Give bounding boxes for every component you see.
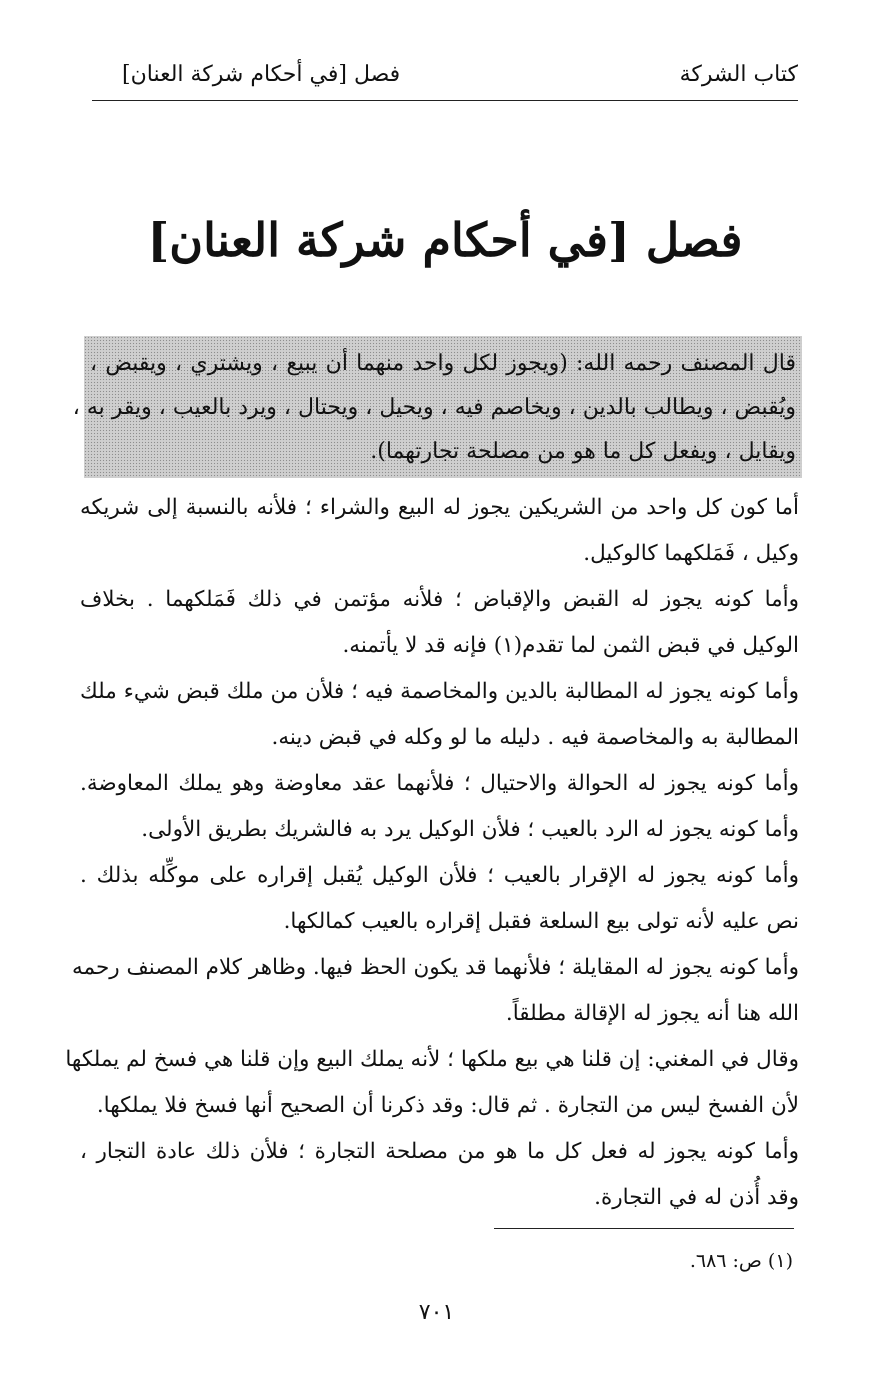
body-line: وقال في المغني: إن قلنا هي بيع ملكها ؛ لأنه يملك البيع وإن قلنا هي فسخ لم يملكها [65, 1047, 799, 1072]
body-line: وأما كونه يجوز له القبض والإقباض ؛ فلأنه مؤتمن في ذلك فَمَلكهما . بخلاف [80, 587, 799, 612]
body-line: وأما كونه يجوز له الإقرار بالعيب ؛ فلأن الوكيل يُقبل إقراره على موكِّله بذلك . [80, 863, 799, 888]
body-line: وأما كونه يجوز له الحوالة والاحتيال ؛ فلأنهما عقد معاوضة وهو يملك المعاوضة. [80, 771, 799, 796]
body-line: وأما كونه يجوز له الرد بالعيب ؛ فلأن الوكيل يرد به فالشريك بطريق الأولى. [141, 817, 799, 842]
section-title: فصل [في أحكام شركة العنان] [122, 62, 401, 87]
chapter-title: فصل [في أحكام شركة العنان] [147, 213, 743, 267]
body-line: نص عليه لأنه تولى بيع السلعة فقبل إقراره بالعيب كمالكها. [283, 909, 799, 934]
running-header [92, 58, 798, 98]
page-number: ٧٠١ [418, 1300, 455, 1325]
body-line: أما كون كل واحد من الشريكين يجوز له البيع والشراء ؛ فلأنه بالنسبة إلى شريكه [80, 495, 799, 520]
body-line: وأما كونه يجوز له المطالبة بالدين والمخاصمة فيه ؛ فلأن من ملك قبض شيء ملك [80, 679, 799, 704]
footnote: (١) ص: ٦٨٦. [689, 1250, 793, 1272]
matn-line: قال المصنف رحمه الله: (ويجوز لكل واحد منهما أن يبيع ، ويشتري ، ويقبض ، [90, 351, 796, 376]
body-line: لأن الفسخ ليس من التجارة . ثم قال: وقد ذكرنا أن الصحيح أنها فسخ فلا يملكها. [96, 1093, 799, 1118]
body-line: وقد أُذن له في التجارة. [594, 1185, 799, 1210]
matn-line: ويقايل ، ويفعل كل ما هو من مصلحة تجارتهما). [370, 439, 796, 464]
header-rule [92, 100, 798, 101]
matn-highlight-box [72, 336, 802, 478]
matn-line: ويُقبض ، ويطالب بالدين ، ويخاصم فيه ، ويحيل ، ويحتال ، ويرد بالعيب ، ويقر به ، [72, 395, 796, 420]
body-line: وأما كونه يجوز له فعل كل ما هو من مصلحة التجارة ؛ فلأن ذلك عادة التجار ، [80, 1139, 799, 1164]
body-line: وكيل ، فَمَلكهما كالوكيل. [583, 541, 799, 566]
book-title: كتاب الشركة [679, 62, 798, 87]
footnote-rule [494, 1228, 794, 1229]
body-line: المطالبة به والمخاصمة فيه . دليله ما لو وكله في قبض دينه. [271, 725, 799, 750]
body-line: الله هنا أنه يجوز له الإقالة مطلقاً. [505, 1001, 799, 1026]
body-line: الوكيل في قبض الثمن لما تقدم(١) فإنه قد لا يأتمنه. [342, 633, 799, 658]
body-line: وأما كونه يجوز له المقايلة ؛ فلأنهما قد يكون الحظ فيها. وظاهر كلام المصنف رحمه [72, 955, 799, 980]
